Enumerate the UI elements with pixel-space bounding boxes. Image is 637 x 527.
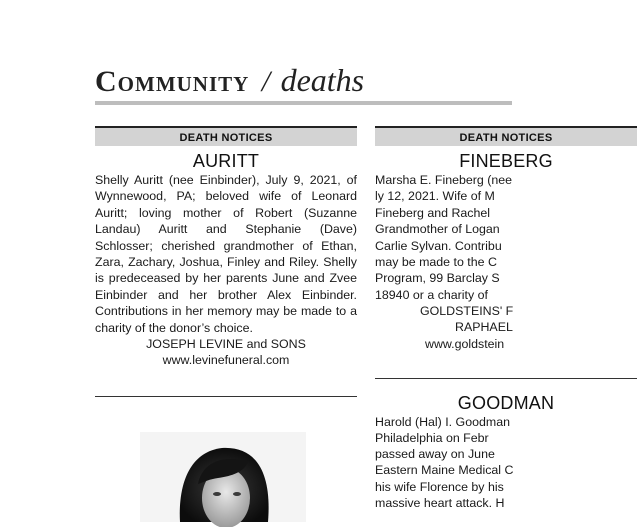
section-separator: / xyxy=(261,65,271,98)
text-line: his wife Florence by his xyxy=(375,479,504,494)
funeral-home: JOSEPH LEVINE and SONS xyxy=(146,337,306,352)
text-line: Harold (Hal) I. Goodman xyxy=(375,414,510,429)
section-title: Community xyxy=(95,65,250,98)
section-rule xyxy=(95,101,512,105)
section-subtitle: deaths xyxy=(280,62,365,98)
home-line: GOLDSTEINS' F xyxy=(420,304,514,319)
home-line: RAPHAEL xyxy=(455,320,513,335)
text-line: Eastern Maine Medical C xyxy=(375,463,514,478)
notice-divider xyxy=(375,378,637,379)
text-line: may be made to the C xyxy=(375,255,497,270)
notice-name: FINEBERG xyxy=(459,151,553,171)
portrait-photo xyxy=(140,432,306,522)
text-line: passed away on June xyxy=(375,447,495,462)
portrait-image xyxy=(140,432,306,522)
text-line: Marsha E. Fineberg (nee xyxy=(375,173,513,187)
text-line: Grandmother of Logan xyxy=(375,222,500,237)
notice-name: AURITT xyxy=(192,151,260,171)
notice-text xyxy=(375,414,637,511)
notice-name: GOODMAN xyxy=(457,392,555,413)
text-line: massive heart attack. H xyxy=(375,495,505,510)
text-line: Philadelphia on Febr xyxy=(375,431,489,446)
funeral-home xyxy=(375,303,637,352)
text-line: Fineberg and Rachel xyxy=(375,205,491,220)
home-line: www.goldstein xyxy=(425,336,505,351)
column-right xyxy=(375,126,555,512)
text-line: 18940 or a charity of xyxy=(375,287,488,302)
death-notices-banner: DEATH NOTICES xyxy=(375,126,637,146)
text-line: Program, 99 Barclay S xyxy=(375,271,500,286)
notice-divider xyxy=(95,396,357,397)
section-header xyxy=(95,62,364,99)
funeral-home-website: www.levinefuneral.com xyxy=(162,353,290,368)
notice-text: Shelly Auritt (nee Einbinder), July 9, 2021, of Wynnewood, PA; beloved wife of Leonard Auritt; loving mother of Robert (Suzanne Landau) Auritt and Stephanie (Dave) Schlosser; cherished grandmother of Ethan, Zara, Zachary, Joshua, Finley and Riley. Shelly is predeceased by her parents June and Zvee Einbinder and her brother Alex Einbinder. Contributions in her memory may be made to a charity of the donor’s choice. xyxy=(95,173,357,335)
text-line: ly 12, 2021. Wife of M xyxy=(375,189,495,204)
text-line: Carlie Sylvan. Contribu xyxy=(375,238,502,253)
notice-text xyxy=(375,172,637,303)
death-notices-banner: DEATH NOTICES xyxy=(95,126,357,146)
